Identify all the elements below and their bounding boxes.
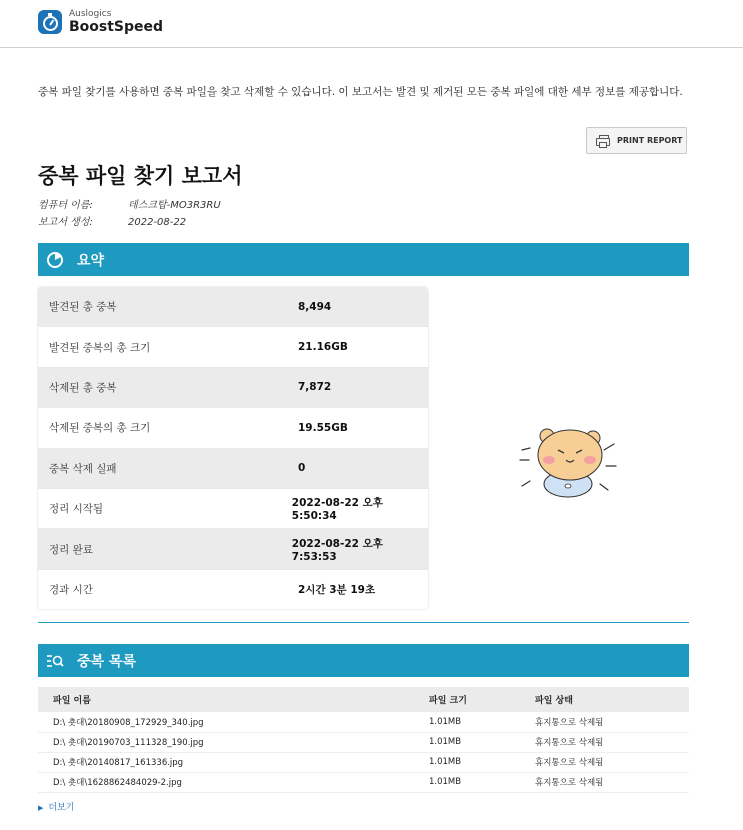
list-search-icon bbox=[46, 652, 64, 670]
col-file-size: 파일 크기 bbox=[429, 696, 467, 706]
file-status: 휴지통으로 삭제됨 bbox=[535, 778, 604, 788]
summary-label: 삭제된 총 중복 bbox=[49, 381, 117, 394]
summary-value: 7,872 bbox=[298, 381, 332, 394]
meta-value: 데스크탑-MO3R3RU bbox=[128, 200, 221, 211]
logo-brand-big: BoostSpeed bbox=[69, 19, 164, 35]
table-row bbox=[38, 752, 689, 773]
page-title: 중복 파일 찾기 보고서 bbox=[38, 164, 243, 188]
summary-row bbox=[38, 449, 428, 489]
file-size: 1.01MB bbox=[429, 757, 462, 767]
summary-section-header bbox=[38, 243, 689, 276]
summary-label: 발견된 총 중복 bbox=[49, 301, 117, 314]
summary-value: 2022-08-22 오후 7:53:53 bbox=[291, 537, 383, 563]
report-header bbox=[0, 0, 743, 48]
file-status: 휴지통으로 삭제됨 bbox=[535, 738, 604, 748]
section-divider bbox=[38, 622, 689, 623]
logo-brand-small: Auslogics bbox=[69, 9, 112, 19]
summary-value: 2시간 3분 19초 bbox=[298, 583, 376, 596]
meta-key: 컴퓨터 이름: bbox=[38, 200, 93, 211]
col-file-name: 파일 이름 bbox=[53, 696, 91, 706]
file-size: 1.01MB bbox=[429, 777, 462, 787]
summary-heading: 요약 bbox=[77, 252, 105, 269]
summary-label: 발견된 중복의 총 크기 bbox=[49, 341, 151, 354]
meta-computer-name bbox=[38, 196, 221, 211]
table-row bbox=[38, 712, 689, 733]
summary-row bbox=[38, 489, 428, 529]
stopwatch-logo-icon bbox=[38, 10, 62, 34]
summary-value: 19.55GB bbox=[298, 421, 348, 434]
meta-value: 2022-08-22 bbox=[128, 217, 187, 228]
file-size: 1.01MB bbox=[429, 737, 462, 747]
summary-label: 중복 삭제 실패 bbox=[49, 462, 117, 475]
show-more-label: 더보기 bbox=[48, 803, 75, 813]
summary-table bbox=[38, 287, 428, 609]
summary-label: 정리 완료 bbox=[49, 543, 93, 556]
summary-row bbox=[38, 529, 428, 569]
summary-label: 경과 시간 bbox=[49, 583, 93, 596]
file-name: D:\ 춋대\1628862484029-2.jpg bbox=[53, 778, 182, 788]
duplicates-heading: 중복 목록 bbox=[77, 653, 136, 670]
summary-value: 0 bbox=[298, 462, 306, 475]
print-report-label: PRINT REPORT bbox=[617, 136, 683, 145]
meta-report-date bbox=[38, 213, 186, 228]
file-status: 휴지통으로 삭제됨 bbox=[535, 758, 604, 768]
file-name: D:\ 춋대\20140817_161336.jpg bbox=[53, 758, 184, 768]
summary-row bbox=[38, 287, 428, 327]
summary-value: 8,494 bbox=[298, 300, 332, 313]
file-status: 휴지통으로 삭제됨 bbox=[535, 718, 604, 728]
summary-value: 2022-08-22 오후 5:50:34 bbox=[291, 497, 383, 523]
summary-value: 21.16GB bbox=[298, 341, 348, 354]
logo bbox=[38, 10, 163, 34]
meta-key: 보고서 생성: bbox=[38, 217, 93, 228]
show-more-link[interactable] bbox=[38, 800, 74, 813]
summary-row bbox=[38, 408, 428, 448]
duplicates-table-header bbox=[38, 687, 689, 712]
summary-row bbox=[38, 570, 428, 609]
summary-label: 삭제된 중복의 총 크기 bbox=[49, 422, 151, 435]
file-name: D:\ 춋대\20180908_172929_340.jpg bbox=[53, 718, 204, 728]
table-row bbox=[38, 772, 689, 793]
summary-pie-icon bbox=[46, 251, 64, 269]
file-size: 1.01MB bbox=[429, 717, 462, 727]
bear-sticker bbox=[516, 422, 621, 511]
file-name: D:\ 춋대\20190703_111328_190.jpg bbox=[53, 738, 204, 748]
print-report-button[interactable] bbox=[586, 127, 687, 154]
printer-icon bbox=[596, 135, 610, 147]
summary-row bbox=[38, 368, 428, 408]
intro-text: 중복 파일 찾기를 사용하면 중복 파일을 찾고 삭제할 수 있습니다. 이 보고서는 발견 및 제거된 모든 중복 파일에 대한 세부 정보를 제공합니다. bbox=[38, 86, 683, 98]
col-file-status: 파일 상태 bbox=[535, 696, 573, 706]
summary-row bbox=[38, 327, 428, 367]
table-row bbox=[38, 732, 689, 753]
duplicates-section-header bbox=[38, 644, 689, 677]
triangle-right-icon: ▶ bbox=[38, 804, 44, 812]
summary-label: 정리 시작됨 bbox=[49, 503, 104, 516]
